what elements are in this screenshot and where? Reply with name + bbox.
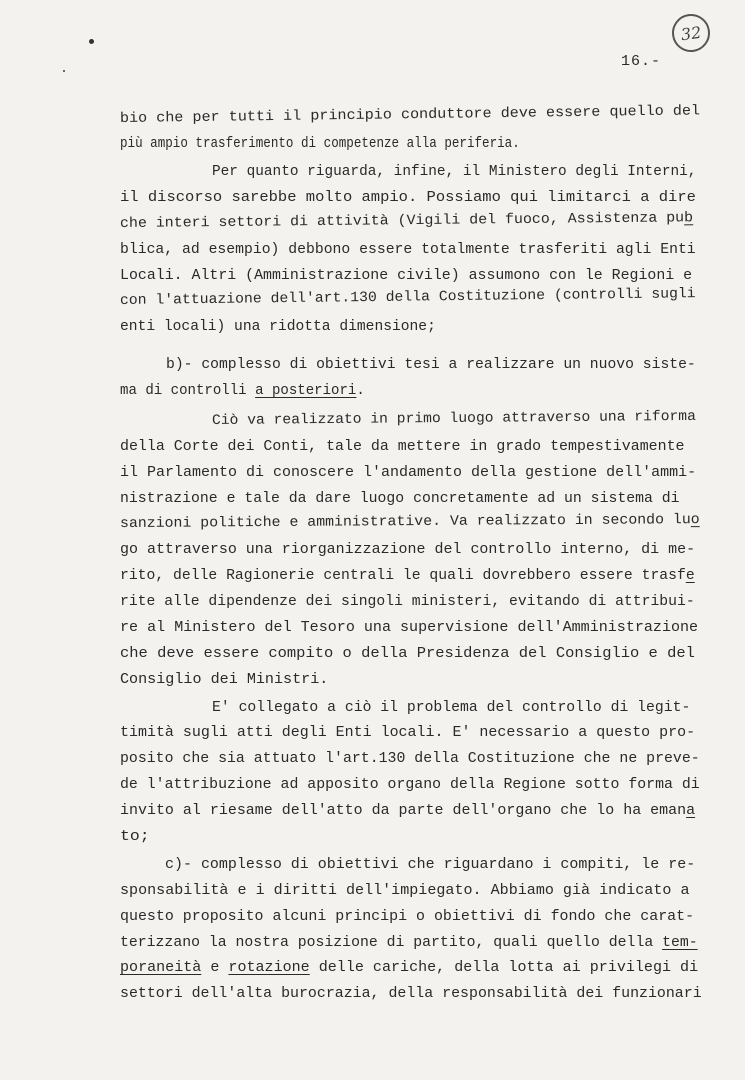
text-segment: to;	[120, 829, 150, 845]
underlined-text: o	[690, 512, 700, 529]
text-line	[120, 284, 696, 311]
text-line	[165, 855, 695, 875]
text-line	[120, 827, 150, 847]
text-line	[120, 618, 698, 638]
text-segment: re al Ministero del Tesoro una supervisione dell'Amministrazione	[120, 620, 699, 636]
text-segment: bio che per tutti il principio conduttore deve essere quello del	[119, 103, 701, 127]
text-segment: il Parlamento di conoscere l'andamento della gestione dell'ammi-	[120, 465, 697, 481]
text-segment: nistrazione e tale da dare luogo concretamente ad un sistema di	[120, 491, 680, 507]
text-segment: questo proposito alcuni principi o obiettivi di fondo che carat-	[120, 909, 695, 925]
underlined-text: e	[685, 568, 695, 584]
text-segment: che interi settori di attività (Vigili del fuoco, Assistenza pu	[119, 210, 685, 232]
text-line	[120, 134, 520, 154]
text-line	[120, 592, 695, 612]
text-segment: terizzano la nostra posizione di partito, quali quello della	[120, 935, 663, 951]
text-segment: Consiglio dei Ministri.	[120, 672, 329, 688]
text-segment: Locali. Altri (Amministrazione civile) assumono con le Regioni e	[120, 268, 693, 284]
text-line	[120, 317, 436, 337]
text-line	[120, 801, 695, 821]
text-segment: sponsabilità e i diritti dell'impiegato. Abbiamo già indicato a	[120, 883, 690, 899]
text-line	[120, 266, 692, 286]
underlined-text: a	[686, 803, 696, 819]
text-segment: e	[201, 960, 229, 976]
underlined-text: rotazione	[228, 960, 310, 976]
text-line	[212, 407, 696, 431]
text-line	[120, 381, 365, 401]
text-segment: rito, delle Ragionerie centrali le quali dovrebbero essere trasf	[120, 568, 686, 584]
text-segment: delle cariche, della lotta ai privilegi di	[309, 960, 699, 976]
underlined-text: a posteriori	[255, 383, 357, 399]
text-segment: Ciò va realizzato in primo luogo attraverso una riforma	[211, 408, 696, 429]
text-segment: più ampio trasferimento di competenze alla periferia.	[120, 136, 520, 152]
text-line	[120, 489, 679, 509]
text-line	[120, 749, 700, 769]
text-line	[212, 162, 696, 182]
text-segment: della Corte dei Conti, tale da mettere in grado tempestivamente	[120, 439, 685, 455]
text-line	[120, 984, 702, 1004]
text-segment: rite alle dipendenze dei singoli ministeri, evitando di attribui-	[120, 594, 695, 610]
text-line	[120, 723, 695, 743]
text-segment: timità sugli atti degli Enti locali. E' necessario a questo pro-	[120, 725, 696, 741]
text-segment: invito al riesame dell'atto da parte dell'organo che lo ha eman	[120, 803, 687, 819]
text-segment: c)- complesso di obiettivi che riguardano i compiti, le re-	[165, 857, 696, 873]
text-line	[120, 566, 695, 586]
text-line	[120, 101, 700, 129]
text-line	[120, 881, 689, 901]
text-segment: de l'attribuzione ad apposito organo della Regione sotto forma di	[120, 777, 700, 793]
text-segment: .	[356, 383, 365, 399]
folio-stamp: 32	[670, 12, 713, 55]
text-segment: con l'attuazione dell'art.130 della Costituzione (controlli sugli	[119, 286, 696, 309]
page-number: 16.-	[621, 53, 662, 70]
text-segment: posito che sia attuato l'art.130 della Costituzione che ne preve-	[120, 751, 700, 767]
text-line	[120, 644, 695, 664]
text-line	[120, 208, 693, 234]
text-segment: b)- complesso di obiettivi tesi a realizzare un nuovo siste-	[166, 357, 696, 373]
text-segment: E' collegato a ciò il problema del controllo di legit-	[212, 700, 691, 716]
text-segment: Per quanto riguarda, infine, il Ministero degli Interni,	[212, 164, 697, 180]
text-segment: ma di controlli	[120, 383, 256, 399]
text-line	[120, 510, 700, 534]
text-line	[120, 540, 695, 560]
text-line	[120, 437, 684, 457]
text-line	[120, 188, 696, 208]
text-line	[120, 463, 696, 483]
text-line	[120, 907, 694, 927]
text-line	[120, 933, 698, 953]
ink-mark	[63, 70, 65, 72]
text-line	[120, 240, 696, 260]
text-segment: settori dell'alta burocrazia, della responsabilità dei funzionari	[120, 986, 702, 1002]
text-line	[120, 670, 328, 690]
text-segment: il discorso sarebbe molto ampio. Possiamo qui limitarci a dire	[120, 190, 696, 206]
text-segment: che deve essere compito o della Presidenza del Consiglio e del	[120, 646, 695, 662]
text-segment: go attraverso una riorganizzazione del controllo interno, di me-	[120, 542, 696, 558]
underlined-text: tem-	[662, 935, 698, 951]
text-segment: sanzioni politiche e amministrative. Va realizzato in secondo lu	[119, 512, 691, 532]
text-line	[166, 355, 696, 375]
text-line	[120, 958, 698, 978]
ink-dot	[89, 39, 94, 44]
text-line	[212, 698, 690, 718]
text-segment: blica, ad esempio) debbono essere totalmente trasferiti agli Enti	[120, 242, 696, 258]
text-line	[120, 775, 700, 795]
text-segment: enti locali) una ridotta dimensione;	[120, 319, 436, 335]
underlined-text: poraneità	[120, 960, 202, 976]
underlined-text: b	[684, 210, 694, 227]
